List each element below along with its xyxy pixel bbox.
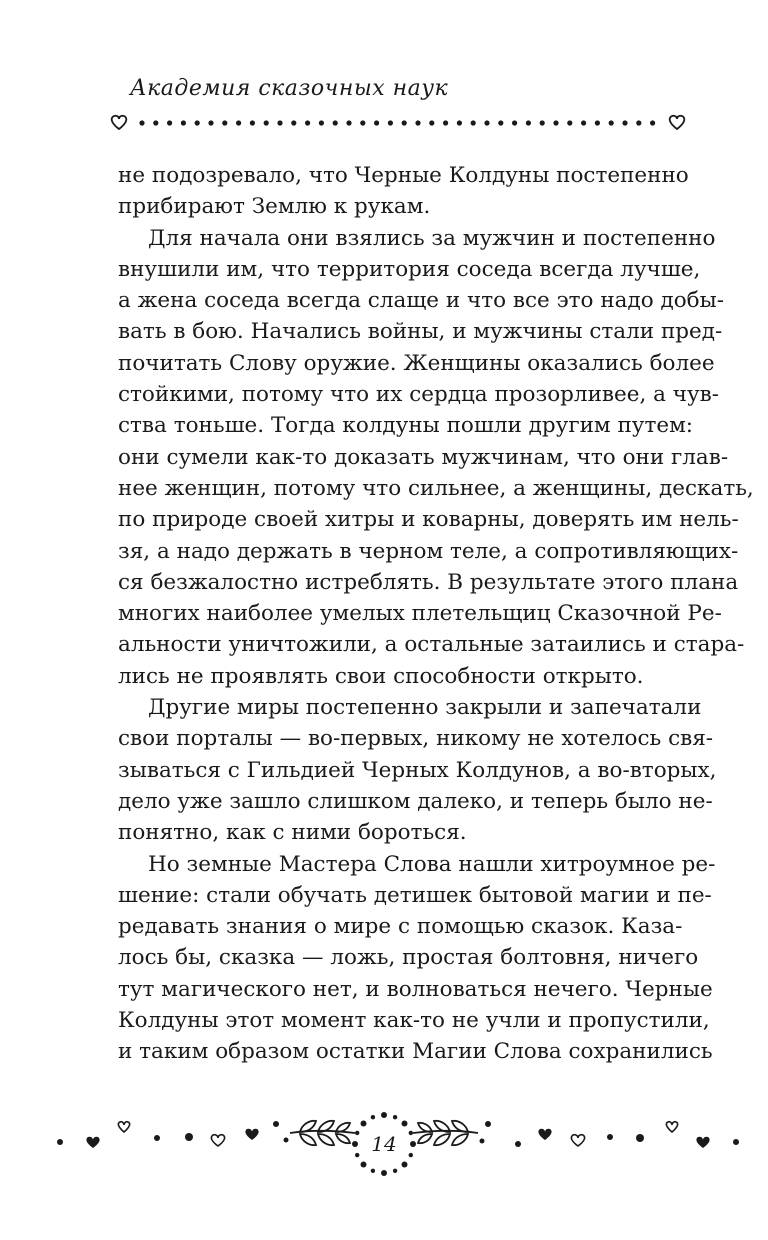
rule-dot — [429, 120, 434, 125]
heart-icon — [245, 1129, 258, 1140]
rule-dot — [208, 120, 213, 125]
header-dotted-rule — [108, 112, 688, 134]
rule-dot — [250, 120, 255, 125]
ring-dot — [381, 1112, 387, 1118]
text-line: многих наиболее умелых плетельщиц Сказочной Ре- — [118, 601, 722, 627]
rule-dot — [443, 120, 448, 125]
rule-dot — [457, 120, 462, 125]
text-line: вать в бою. Начались войны, и мужчины стали пред- — [118, 319, 723, 345]
text-line: понятно, как с ними бороться. — [118, 820, 467, 846]
dot-ornament — [636, 1134, 644, 1142]
rule-dot — [346, 120, 351, 125]
rule-dot — [402, 120, 407, 125]
text-line: по природе своей хитры и коварны, доверять им нель- — [118, 507, 739, 533]
text-line: стойкими, потому что их сердца прозорливее, а чув- — [118, 382, 720, 408]
rule-dot — [595, 120, 600, 125]
ring-dot — [355, 1131, 359, 1135]
text-line: альности уничтожили, а остальные затаились и стара- — [118, 632, 745, 658]
ring-dot — [402, 1162, 408, 1168]
ring-dot — [352, 1141, 358, 1147]
ring-dot — [371, 1169, 375, 1173]
ring-dot — [361, 1121, 367, 1127]
rule-dot — [415, 120, 420, 125]
heart-outline-icon — [571, 1135, 584, 1146]
rule-dot — [305, 120, 310, 125]
rule-dot — [360, 120, 365, 125]
dot-ornament — [154, 1135, 160, 1141]
rule-dot — [650, 120, 655, 125]
ring-dot — [402, 1121, 408, 1127]
text-line: они сумели как-то доказать мужчинам, что они глав- — [118, 444, 729, 470]
text-line: редавать знания о мире с помощью сказок. Каза- — [118, 914, 683, 940]
rule-dot — [622, 120, 627, 125]
dot-ornament — [273, 1121, 279, 1127]
heart-icon — [112, 116, 127, 129]
page-body-text — [118, 160, 754, 1068]
ring-dot — [371, 1115, 375, 1119]
text-line: дело уже зашло слишком далеко, и теперь было не- — [118, 788, 713, 814]
heart-icon — [670, 116, 685, 129]
heart-icon — [538, 1129, 551, 1140]
heart-outline-icon — [211, 1135, 224, 1146]
rule-dot — [553, 120, 558, 125]
text-line: шение: стали обучать детишек бытовой магии и пе- — [118, 882, 712, 908]
text-line: лось бы, сказка — ложь, простая болтовня, ничего — [118, 945, 699, 971]
ring-dot — [410, 1141, 416, 1147]
text-line: зываться с Гильдией Черных Колдунов, а во-вторых, — [118, 757, 717, 783]
rule-dot — [264, 120, 269, 125]
rule-dot — [167, 120, 172, 125]
text-line: прибирают Землю к рукам. — [118, 194, 431, 220]
rule-dot — [153, 120, 158, 125]
page-number: 14 — [371, 1132, 397, 1156]
rule-dot — [567, 120, 572, 125]
text-line: внушили им, что территория соседа всегда лучше, — [118, 256, 701, 282]
dot-ornament — [284, 1138, 289, 1143]
dot-ornament — [185, 1133, 193, 1141]
rule-dot — [181, 120, 186, 125]
rule-dot — [277, 120, 282, 125]
text-line: не подозревало, что Черные Колдуны постепенно — [118, 163, 689, 188]
dot-ornament — [515, 1141, 521, 1147]
ring-dot — [361, 1162, 367, 1168]
heart-outline-icon — [666, 1122, 677, 1132]
rule-dot — [388, 120, 393, 125]
rule-dot — [581, 120, 586, 125]
rule-dot — [236, 120, 241, 125]
ring-dot — [409, 1153, 413, 1157]
text-line: Другие миры постепенно закрыли и запечатали — [148, 695, 702, 721]
rule-dot — [319, 120, 324, 125]
text-line: Колдуны этот момент как-то не учли и пропустили, — [118, 1008, 710, 1034]
text-line: тут магического нет, и волноваться нечего. Черные — [118, 976, 713, 1002]
ring-dot — [409, 1131, 413, 1135]
dot-ornament — [57, 1139, 63, 1145]
text-line: лись не проявлять свои способности открыто. — [118, 663, 644, 689]
rule-dot — [471, 120, 476, 125]
heart-outline-icon — [118, 1122, 129, 1132]
rule-dot — [374, 120, 379, 125]
text-line: нее женщин, потому что сильнее, а женщины, дескать, — [118, 475, 754, 501]
dot-ornament — [607, 1134, 613, 1140]
text-line: Но земные Мастера Слова нашли хитроумное ре- — [148, 851, 716, 877]
rule-dot — [512, 120, 517, 125]
text-line: ства тоньше. Тогда колдуны пошли другим путем: — [118, 413, 694, 439]
text-line: и таким образом остатки Магии Слова сохранились — [118, 1039, 713, 1065]
right-laurel-branch — [413, 1121, 478, 1145]
text-line: Для начала они взялись за мужчин и постепенно — [148, 225, 716, 251]
text-line: зя, а надо держать в черном теле, а сопротивляющих- — [118, 538, 739, 564]
rule-dot — [526, 120, 531, 125]
rule-dot — [636, 120, 641, 125]
dot-ornament — [480, 1139, 485, 1144]
rule-dots — [139, 120, 655, 125]
text-line: свои порталы — во-первых, никому не хотелось свя- — [118, 726, 714, 752]
dot-ornament — [485, 1121, 491, 1127]
rule-dot — [333, 120, 338, 125]
running-header-title: Академия сказочных наук — [130, 76, 449, 101]
ring-dot — [355, 1153, 359, 1157]
text-line: почитать Слову оружие. Женщины оказались более — [118, 350, 715, 376]
rule-dot — [195, 120, 200, 125]
ring-dot — [393, 1169, 397, 1173]
text-line: а жена соседа всегда слаще и что все это надо добы- — [118, 288, 724, 314]
rule-dot — [139, 120, 144, 125]
rule-dot — [540, 120, 545, 125]
text-line: ся безжалостно истреблять. В результате этого плана — [118, 569, 739, 595]
dot-ornament — [733, 1139, 739, 1145]
rule-dot — [291, 120, 296, 125]
left-laurel-branch — [290, 1121, 355, 1145]
rule-dot — [498, 120, 503, 125]
heart-icon — [86, 1137, 99, 1148]
rule-dot — [222, 120, 227, 125]
heart-icon — [696, 1137, 709, 1148]
ring-dot — [393, 1115, 397, 1119]
rule-dot — [484, 120, 489, 125]
ring-dot — [381, 1170, 387, 1176]
rule-dot — [609, 120, 614, 125]
